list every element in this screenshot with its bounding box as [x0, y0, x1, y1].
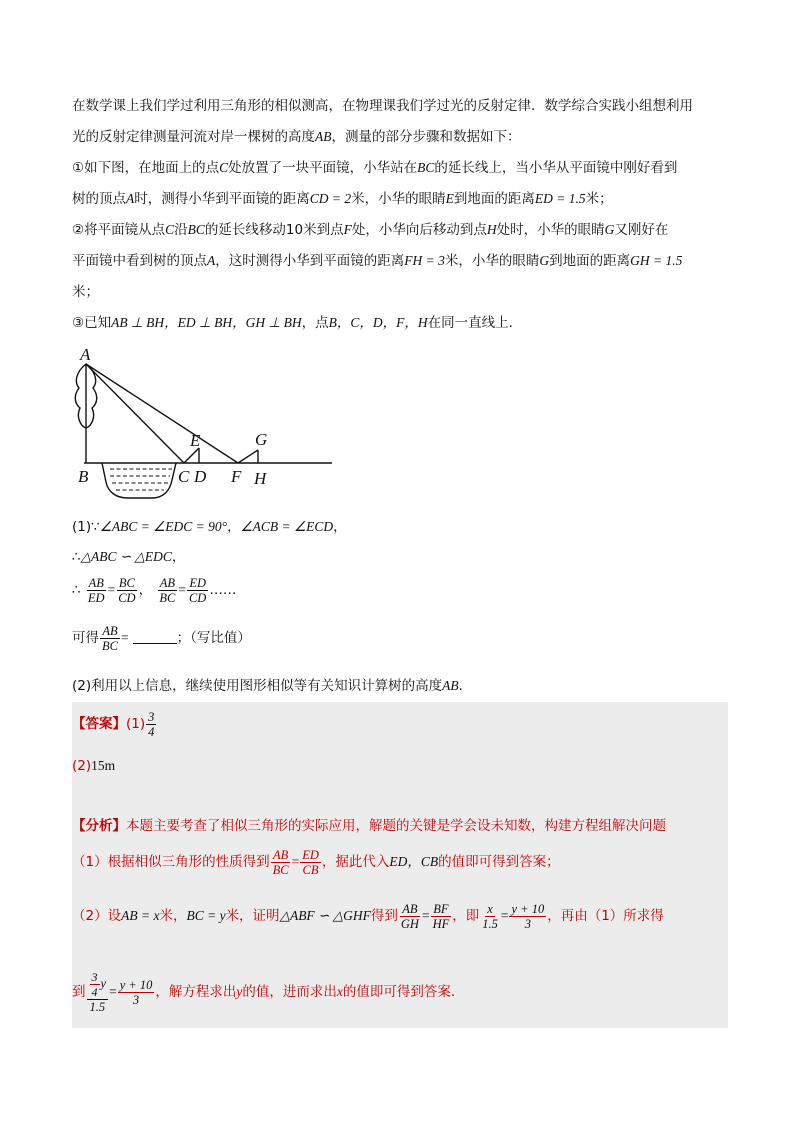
label-c: C: [178, 467, 190, 486]
var-x: x: [336, 984, 343, 999]
var-e: E: [445, 191, 454, 206]
answer-tag: 【答案】: [72, 716, 126, 732]
text: 处放置了一块平面镜，小华站在: [228, 160, 418, 176]
var-c: C: [165, 222, 175, 237]
fraction-ab-bc: [271, 848, 291, 877]
var-g: G: [604, 222, 615, 237]
numerator: BC: [118, 575, 135, 590]
var-y: y: [236, 984, 243, 999]
var-a: A: [126, 191, 135, 206]
text: ，据此代入: [321, 854, 390, 870]
label-a: A: [80, 345, 91, 364]
denominator: CB: [302, 862, 319, 877]
compound-numerator: [87, 970, 109, 1000]
answer-line-1: [72, 706, 157, 742]
label-h: H: [254, 469, 267, 488]
step2-line-2: [72, 252, 682, 270]
text: 到地面的距离: [453, 191, 535, 207]
text: 的延长线上，当小华从平面镜中刚好看到: [434, 160, 678, 176]
var-ab: AB: [315, 129, 332, 144]
numerator: 3: [91, 970, 98, 984]
compound-fraction: [87, 970, 109, 1014]
text: 平面镜中看到树的顶点: [72, 253, 207, 269]
text: 米；: [585, 191, 613, 207]
denominator: 4: [148, 724, 155, 739]
numerator: AB: [272, 847, 289, 862]
text: 米；: [72, 284, 99, 300]
text: ②将平面镜从点: [72, 222, 166, 238]
denominator: BC: [102, 638, 118, 653]
intro-line-2: [72, 128, 521, 146]
answer-line-2: [72, 757, 115, 775]
text: （1）根据相似三角形的性质得到: [72, 854, 270, 870]
denominator: ED: [87, 590, 105, 605]
eq-fh: FH = 3: [404, 253, 445, 268]
angle-equations: ∠ABC = ∠EDC = 90°，∠ACB = ∠ECD: [99, 519, 334, 534]
sight-line-ac: [86, 364, 184, 463]
fraction-x-1-5: [480, 902, 500, 931]
denominator: 1.5: [482, 916, 498, 931]
text: ；（写比值）: [176, 630, 251, 646]
text: 可得: [72, 630, 99, 646]
intro-text: 在数学课上我们学过利用三角形的相似测高，在物理课我们学过光的反射定律．数学综合实践小组想利用: [72, 98, 693, 114]
fraction-y10-3: [509, 902, 546, 931]
answer-blank: [133, 643, 177, 644]
denominator: 3: [524, 916, 531, 931]
text: (2): [72, 758, 92, 774]
var-h: H: [486, 222, 497, 237]
fraction-ed-cd: [187, 576, 208, 605]
analysis-line-2: （1）根据相似三角形的性质得到 $\frac{AB}{BC}$ = $\frac{ED}{CB}$ ，据此代入ED，CB的值即可得到答案；: [72, 847, 560, 877]
text: 米，小华的眼睛: [351, 191, 446, 207]
denominator: HF: [432, 916, 450, 931]
step3-line: [72, 314, 522, 332]
fraction-ab-bc: [157, 576, 177, 605]
var-c: C: [219, 160, 229, 175]
text: 处时，小华的眼睛: [496, 222, 605, 238]
text: 的延长线移动10米到点: [204, 222, 344, 238]
numerator: y + 10: [511, 901, 545, 916]
text: ∴: [72, 549, 81, 565]
numerator: ED: [302, 847, 319, 862]
fraction-bf-hf: [431, 902, 452, 931]
geometry-diagram: [72, 342, 342, 507]
numerator: ED: [189, 575, 206, 590]
vars: ED，CB: [389, 854, 439, 869]
numerator: AB: [102, 623, 118, 638]
text: 沿: [174, 222, 188, 238]
fraction-ab-ed: [86, 576, 107, 605]
text: 米，证明: [225, 908, 280, 924]
eq-gh: GH = 1.5: [630, 253, 683, 268]
similarity-statement: △ABC ∽ △EDC: [80, 549, 172, 564]
eq-ed: ED = 1.5: [534, 191, 586, 206]
intro-text: ，测量的部分步骤和数据如下：: [331, 129, 521, 145]
numerator: 3: [148, 709, 155, 724]
text: ，即: [452, 908, 480, 924]
text: 到: [72, 984, 86, 1000]
eq-cd: CD = 2: [309, 191, 352, 206]
text: (2)利用以上信息，继续使用图形相似等有关知识计算树的高度: [72, 678, 443, 694]
fraction-ed-cb: [300, 848, 321, 877]
analysis-line-1: [72, 817, 666, 835]
text: (1): [126, 716, 146, 732]
step2-line-3: [72, 283, 99, 301]
denominator: CD: [118, 590, 136, 605]
label-f: F: [231, 467, 242, 486]
denominator: 1.5: [89, 1000, 106, 1014]
sight-line-fg: [238, 450, 258, 463]
numerator: BF: [433, 901, 449, 916]
numerator: x: [487, 901, 493, 916]
text: 的值即可得到答案；: [438, 854, 560, 870]
text: 到地面的距离: [549, 253, 631, 269]
text: 的值即可得到答案．: [342, 984, 465, 1000]
fraction-ab-bc: [100, 624, 120, 653]
text: ③已知: [72, 315, 112, 331]
var-g: G: [539, 253, 550, 268]
text: ．: [458, 678, 473, 694]
fraction-bc-cd: [116, 576, 137, 605]
denominator: BC: [272, 862, 289, 877]
eq-bc-y: BC = y: [186, 908, 226, 923]
denominator: 3: [132, 992, 140, 1007]
answer-fraction: [146, 710, 156, 739]
text: 树的顶点: [72, 191, 126, 207]
text: 的值，进而求出: [242, 984, 337, 1000]
answer-value: 15m: [91, 758, 116, 773]
var-ab: AB: [442, 678, 459, 693]
text: ，: [138, 582, 153, 598]
label-d: D: [194, 467, 207, 486]
denominator: GH: [400, 916, 419, 931]
text: 时，测得小华到平面镜的距离: [134, 191, 310, 207]
sight-line-ce: [184, 448, 199, 463]
text: (1)∵: [72, 519, 100, 535]
numerator: AB: [88, 575, 104, 590]
var-f: F: [343, 222, 352, 237]
step2-line-1: [72, 221, 668, 239]
denominator: 4: [91, 985, 98, 999]
inner-fraction: [90, 970, 100, 999]
text: 在同一直线上．: [427, 315, 523, 331]
text: ，: [333, 519, 347, 535]
text: ∴: [72, 582, 81, 598]
analysis-tag: 【分析】: [72, 818, 126, 834]
denominator: CD: [188, 590, 207, 605]
analysis-line-3: （2）设AB = x米，BC = y米，证明△ABF ∽ △GHF得到 $\frac{AB}{GH}$ = $\frac{BF}{HF}$ ，即 $\frac{x}{1.5}$ = $\frac{y + 10}{3}$ ，再由（1）所求得: [72, 901, 664, 931]
part1-line-2: [72, 548, 185, 566]
perp-conditions: AB ⊥ BH，ED ⊥ BH，GH ⊥ BH: [111, 315, 302, 330]
text: ，再由（1）所求得: [547, 908, 664, 924]
sight-line-af: [86, 364, 238, 463]
text: 处，小华向后移动到点: [351, 222, 487, 238]
label-g: G: [255, 430, 268, 449]
denominator: BC: [159, 590, 176, 605]
part1-line-1: [72, 518, 347, 536]
step1-line-1: [72, 159, 677, 177]
similarity-statement: △ABF ∽ △GHF: [279, 908, 371, 923]
text: 又刚好在: [614, 222, 669, 238]
fraction-ab-gh: [399, 902, 421, 931]
numerator: y + 10: [119, 977, 153, 992]
numerator: AB: [402, 901, 418, 916]
text: 得到: [370, 908, 398, 924]
text: ，解方程求出: [155, 984, 237, 1000]
analysis-line-4: 到 $\frac{3}{4}$ y 1.5 = $\frac{y + 10}{3}$ ，解方程求出y的值，进而求出x的值即可得到答案．: [72, 970, 465, 1014]
text: （2）设: [72, 908, 122, 924]
text: ，这时测得小华到平面镜的距离: [215, 253, 405, 269]
river-basin: [102, 463, 176, 498]
text: ，点: [301, 315, 329, 331]
fraction-y10-3: [118, 978, 155, 1007]
var-bc: BC: [187, 222, 205, 237]
text: ……: [209, 582, 237, 598]
var-bc: BC: [417, 160, 435, 175]
part2-question: [72, 677, 472, 695]
intro-text: 光的反射定律测量河流对岸一棵树的高度: [72, 129, 315, 145]
label-e: E: [190, 431, 201, 450]
water-lines: [110, 469, 172, 490]
part1-question: 可得 $\frac{AB}{BC}$ = ；（写比值）: [72, 623, 251, 653]
text: ，: [171, 549, 186, 565]
eq-ab-x: AB = x: [121, 908, 160, 923]
var-y: y: [100, 976, 107, 991]
label-b: B: [78, 467, 89, 486]
collinear-points: B，C，D，F，H: [328, 315, 428, 330]
text: 本题主要考查了相似三角形的实际应用，解题的关键是学会设未知数，构建方程组解决问题: [126, 818, 666, 834]
text: 米，: [159, 908, 187, 924]
text: ①如下图，在地面上的点: [72, 160, 220, 176]
numerator: AB: [159, 575, 175, 590]
text: 米，小华的眼睛: [444, 253, 540, 269]
step1-line-2: [72, 190, 613, 208]
var-a: A: [207, 253, 216, 268]
part1-line-3: ∴ $\frac{AB}{ED}$ = $\frac{BC}{CD}$ ， $\frac{AB}{BC}$ = $\frac{ED}{CD}$ ……: [72, 575, 237, 605]
intro-line-1: [72, 97, 693, 115]
